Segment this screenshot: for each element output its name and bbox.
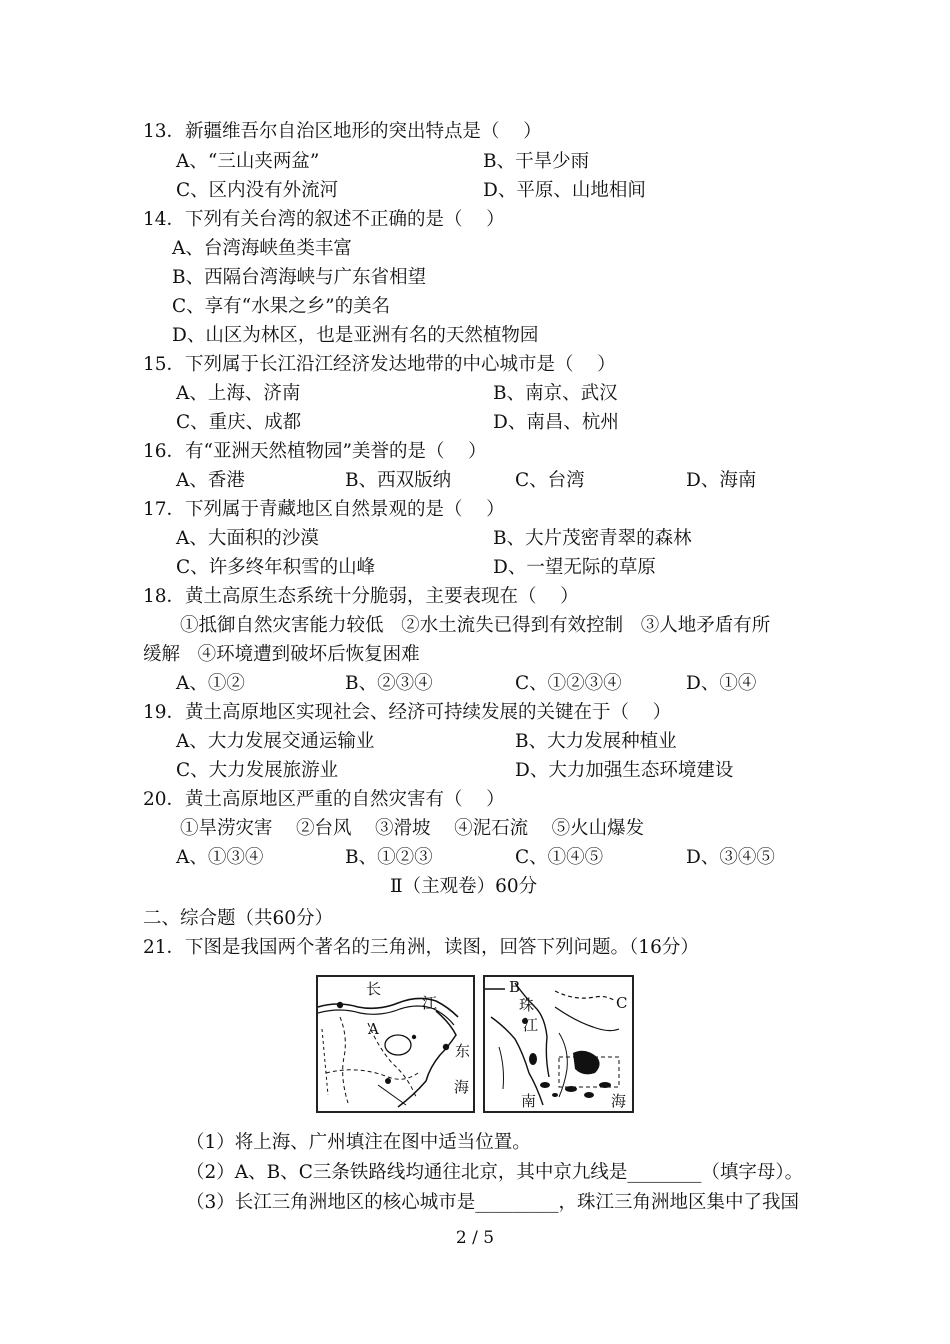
q18-stem: 18．黄土高原生态系统十分脆弱，主要表现在（ ） xyxy=(143,586,579,607)
q15-stem: 15．下列属于长江沿江经济发达地带的中心城市是（ ） xyxy=(143,354,616,375)
map1-label-dong: 东 xyxy=(455,1042,471,1060)
q15-option-c: C、重庆、成都 xyxy=(176,412,302,433)
q18-option-a: A、①② xyxy=(176,673,245,694)
q16-stem: 16．有“亚洲天然植物园”美誉的是（ ） xyxy=(143,441,487,462)
q21-sub3: （3）长江三角洲地区的核心城市是_________，珠江三角洲地区集中了我国 xyxy=(186,1192,800,1213)
yangtze-delta-map-drawing xyxy=(318,977,473,1111)
map2-label-c: C xyxy=(616,994,628,1012)
q13-option-d: D、平原、山地相间 xyxy=(483,180,646,201)
q17-option-d: D、一望无际的草原 xyxy=(493,557,656,578)
q21-sub2: （2）A、B、C三条铁路线均通往北京，其中京九线是________（填字母）。 xyxy=(186,1162,804,1183)
q18-option-d: D、①④ xyxy=(686,673,757,694)
q17-stem: 17．下列属于青藏地区自然景观的是（ ） xyxy=(143,499,505,520)
q18-option-b: B、②③④ xyxy=(345,673,433,694)
q18-items-line2: 缓解 ④环境遭到破坏后恢复困难 xyxy=(143,644,420,665)
q15-option-b: B、南京、武汉 xyxy=(493,383,618,404)
q20-option-c: C、①④⑤ xyxy=(515,847,604,868)
q17-option-b: B、大片茂密青翠的森林 xyxy=(493,528,692,549)
q20-option-d: D、③④⑤ xyxy=(686,847,775,868)
yangtze-delta-map xyxy=(316,975,475,1113)
q19-option-b: B、大力发展种植业 xyxy=(515,731,677,752)
map1-label-jiang: 江 xyxy=(422,994,438,1012)
q17-option-a: A、大面积的沙漠 xyxy=(176,528,319,549)
map1-label-chang: 长 xyxy=(366,980,382,998)
map1-label-hai: 海 xyxy=(454,1078,470,1096)
q18-option-c: C、①②③④ xyxy=(515,673,622,694)
map1-label-a: A xyxy=(368,1020,379,1038)
part2-title: Ⅱ（主观卷）60分 xyxy=(390,876,538,897)
section2-heading: 二、综合题（共60分） xyxy=(143,908,334,929)
map2-label-b: B xyxy=(509,978,521,996)
q16-option-d: D、海南 xyxy=(686,470,757,491)
q20-option-a: A、①③④ xyxy=(176,847,264,868)
q20-items: ①旱涝灾害 ②台风 ③滑坡 ④泥石流 ⑤火山爆发 xyxy=(180,818,645,839)
q21-sub1: （1）将上海、广州填注在图中适当位置。 xyxy=(186,1132,531,1153)
q21-stem: 21．下图是我国两个著名的三角洲，读图，回答下列问题。（16分） xyxy=(143,937,699,958)
map2-label-hai: 海 xyxy=(611,1092,627,1110)
q15-option-d: D、南昌、杭州 xyxy=(493,412,619,433)
page-number: 2 / 5 xyxy=(455,1228,495,1248)
q14-option-d: D、山区为林区，也是亚洲有名的天然植物园 xyxy=(172,325,539,346)
map2-label-nan: 南 xyxy=(521,1092,537,1110)
q19-option-a: A、大力发展交通运输业 xyxy=(176,731,375,752)
q14-option-a: A、台湾海峡鱼类丰富 xyxy=(172,238,352,259)
pearl-delta-map-drawing xyxy=(485,977,632,1111)
q13-option-b: B、干旱少雨 xyxy=(483,151,590,172)
q13-option-a: A、“三山夹两盆” xyxy=(176,151,320,172)
q20-option-b: B、①②③ xyxy=(345,847,433,868)
q14-option-c: C、享有“水果之乡”的美名 xyxy=(172,296,391,317)
pearl-delta-map xyxy=(483,975,634,1113)
q14-stem: 14．下列有关台湾的叙述不正确的是（ ） xyxy=(143,209,505,230)
map2-label-jiang: 江 xyxy=(523,1016,539,1034)
q20-stem: 20．黄土高原地区严重的自然灾害有（ ） xyxy=(143,789,505,810)
q15-option-a: A、上海、济南 xyxy=(176,383,301,404)
q17-option-c: C、许多终年积雪的山峰 xyxy=(176,557,376,578)
q18-items-line1: ①抵御自然灾害能力较低 ②水土流失已得到有效控制 ③人地矛盾有所 xyxy=(180,615,771,636)
q16-option-b: B、西双版纳 xyxy=(345,470,452,491)
q16-option-a: A、香港 xyxy=(176,470,245,491)
map2-label-zhu: 珠 xyxy=(519,996,535,1014)
q19-option-d: D、大力加强生态环境建设 xyxy=(515,760,734,781)
q13-option-c: C、区内没有外流河 xyxy=(176,180,339,201)
q19-option-c: C、大力发展旅游业 xyxy=(176,760,339,781)
q19-stem: 19．黄土高原地区实现社会、经济可持续发展的关键在于（ ） xyxy=(143,702,672,723)
q16-option-c: C、台湾 xyxy=(515,470,585,491)
q13-stem: 13．新疆维吾尔自治区地形的突出特点是（ ） xyxy=(143,121,542,142)
q14-option-b: B、西隔台湾海峡与广东省相望 xyxy=(172,267,427,288)
